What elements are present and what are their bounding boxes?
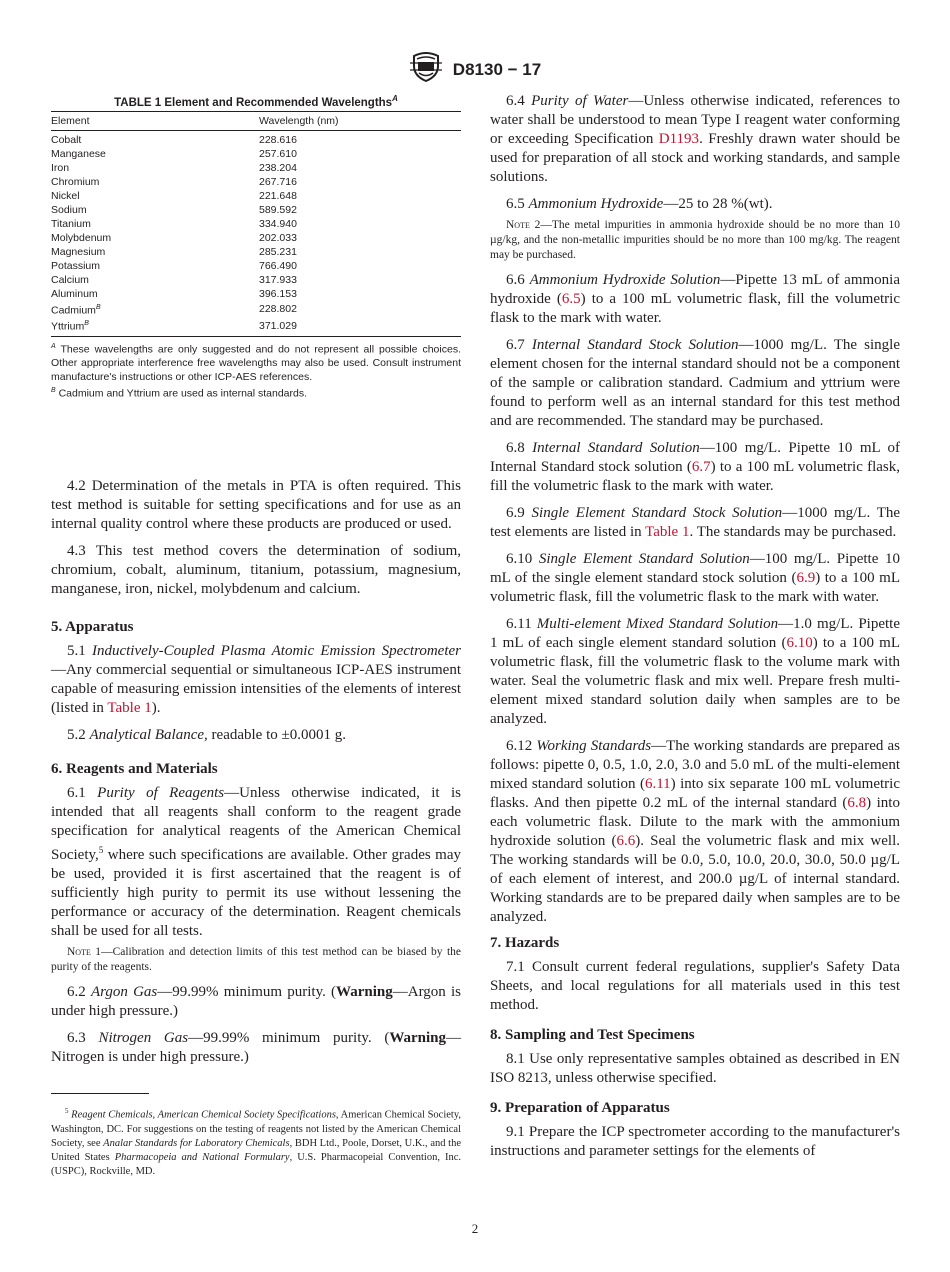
table-row: Yttrium$^B$ 371.029	[51, 317, 461, 336]
left-column	[51, 92, 461, 1075]
footnote-5-ref[interactable]: 5	[98, 844, 104, 855]
footnote-rule	[51, 1093, 149, 1094]
paragraph-6-2: 6.2 Argon Gas—99.99% minimum purity. (Warning—Argon is under high pressure.)	[51, 983, 461, 1019]
table-row: Magnesium 285.231	[51, 245, 297, 258]
footnote-5: $^5$ Reagent Chemicals, American Chemical Society Specifications, American Chemical Society, Washington, DC. For suggestions on the testing of reagents not listed by the American Chemical Society, see Analar Standards for Laboratory Chemicals, BDH Ltd., Poole, Dorset, U.K., and the United States Pharmacopeia and National Formulary, U.S. Pharmacopeial Convention, Inc. (USPC), Rockville, MD.	[51, 1107, 462, 1177]
astm-logo-icon	[409, 52, 443, 87]
section-6-7-link[interactable]: 6.7	[691, 459, 711, 475]
paragraph-4-2: 4.2 Determination of the metals in PTA is often required. This test method is suitable for setting specifications and for use as an internal quality control where these products are produced or used.	[51, 477, 461, 532]
paragraph-7-1: 7.1 Consult current federal regulations, supplier's Safety Data Sheets, and local regulations for all materials used in this test method.	[490, 959, 900, 1013]
paragraph-6-3: 6.3 Nitrogen Gas—99.99% minimum purity. (Warning—Nitrogen is under high pressure.)	[51, 1029, 462, 1065]
table-row: Cadmium$^B$ 228.802	[51, 303, 297, 317]
note-2: Note 2—The metal impurities in ammonia hydroxide should be no more than 10 µg/kg, and the non-metallic impurities should be no more than 100 mg/kg. The reagent may be purchased.	[490, 219, 900, 261]
column-header-wavelength: Wavelength (nm)	[259, 111, 461, 130]
table-row: Cobalt 228.616	[51, 133, 297, 146]
wavelength-table	[51, 111, 461, 337]
paragraph-6-1: 6.1 Purity of Reagents—Unless otherwise indicated, it is intended that all reagents shall conform to the reagent grade specification for analytical reagents of the American Chemical Society,$^5$ where such specifications are available. Other grades may be used, provided it is first ascertained that the reagent is of sufficiently high purity to permit its use without lessening the performance or accuracy of the determination. Reagent chemicals shall be used for all tests.	[51, 784, 461, 939]
section-7-heading: 7. Hazards	[490, 935, 560, 951]
section-6-heading: 6. Reagents and Materials	[51, 760, 218, 777]
document-id: D8130 − 17	[452, 59, 542, 79]
table-row: Potassium 766.490	[51, 259, 297, 272]
paragraph-6-4: 6.4 Purity of Water—Unless otherwise indicated, references to water shall be understood to mean Type I reagent water conforming or exceeding Specification D1193. Freshly drawn water should be used for preparation of all stock and working standards, and sample solutions.	[490, 93, 901, 185]
paragraph-6-10: 6.10 Single Element Standard Solution—100 mg/L. Pipette 10 mL of the single element standard stock solution (6.9) to a 100 mL volumetric flask, fill the volumetric flask to the mark with water.	[490, 551, 900, 605]
paragraph-9-1: 9.1 Prepare the ICP spectrometer according to the manufacturer's instructions and parameter settings for the elements of	[490, 1124, 900, 1159]
table-footnote-a: $^A$ These wavelengths are only suggested and do not represent all possible choices. Other appropriate interference free wavelengths may also be used. Consult instrument manufacture's instructions or other ICP-AES references.	[51, 342, 461, 384]
page-header	[0, 52, 950, 87]
paragraph-5-1: 5.1 Inductively-Coupled Plasma Atomic Emission Spectrometer—Any commercial sequential or simultaneous ICP-AES instrument capable of measuring emission intensities of the elements of interest (listed in Table 1).	[51, 642, 462, 716]
table-row: Chromium 267.716	[51, 175, 297, 188]
paragraph-6-6: 6.6 Ammonium Hydroxide Solution—Pipette 13 mL of ammonia hydroxide (6.5) to a 100 mL volumetric flask, fill the volumetric flask to the mark with water.	[490, 272, 900, 326]
table-row: Aluminum 396.153	[51, 287, 297, 300]
note-1: Note 1—Calibration and detection limits of this test method can be biased by the purity of the reagents.	[51, 945, 462, 973]
section-9-heading: 9. Preparation of Apparatus	[490, 1100, 670, 1116]
table-row: Calcium 317.933	[51, 273, 297, 286]
table-1-link[interactable]: Table 1	[645, 524, 690, 540]
table-1-link[interactable]: Table 1	[107, 699, 152, 716]
section-6-8-link[interactable]: 6.8	[847, 795, 867, 811]
column-header-element: Element	[51, 111, 259, 130]
section-6-11-link[interactable]: 6.11	[644, 776, 671, 792]
section-8-heading: 8. Sampling and Test Specimens	[490, 1027, 695, 1043]
paragraph-6-9: 6.9 Single Element Standard Stock Solution—1000 mg/L. The test elements are listed in Table 1. The standards may be purchased.	[490, 505, 901, 540]
table-row: Iron 238.204	[51, 161, 297, 174]
table-row: Nickel 221.648	[51, 189, 297, 202]
table-row: Titanium 334.940	[51, 217, 297, 230]
section-5-heading: 5. Apparatus	[51, 618, 134, 635]
section-6-10-link[interactable]: 6.10	[786, 635, 813, 651]
paragraph-6-8: 6.8 Internal Standard Solution—100 mg/L. Pipette 10 mL of Internal Standard stock solution (6.7) to a 100 mL volumetric flask, fill the volumetric flask to the mark with water.	[490, 440, 901, 494]
paragraph-5-2: 5.2 Analytical Balance, readable to ±0.0001 g.	[67, 726, 346, 743]
table-footnote-b: $^B$ Cadmium and Yttrium are used as internal standards.	[51, 387, 308, 400]
paragraph-4-3: 4.3 This test method covers the determination of sodium, chromium, cobalt, aluminum, titanium, potassium, magnesium, manganese, iron, nickel, molybdenum and calcium.	[51, 542, 461, 597]
section-6-6-link[interactable]: 6.6	[616, 833, 636, 849]
table-row: Molybdenum 202.033	[51, 231, 297, 244]
paragraph-6-5: 6.5 Ammonium Hydroxide—25 to 28 %(wt).	[506, 196, 773, 212]
table-row: Sodium 589.592	[51, 203, 297, 216]
table-1-title: TABLE 1 Element and Recommended Wavelengths$^A$	[114, 94, 398, 109]
table-row: Manganese 257.610	[51, 147, 297, 160]
section-6-5-link[interactable]: 6.5	[561, 291, 581, 307]
paragraph-6-11: 6.11 Multi-element Mixed Standard Solution—1.0 mg/L. Pipette 1 mL of each single element standard solution (6.10) to a 100 mL volumetric flask, fill the volumetric flask to the volume mark with water. Seal the volumetric flask and mix well. Prepare fresh multi-element mixed standard solution daily when samples are to be analyzed.	[490, 616, 900, 727]
paragraph-6-7: 6.7 Internal Standard Stock Solution—1000 mg/L. The single element chosen for the internal standard should not be a component of the sample or calibration standard. Cadmium and yttrium were found to perform well as an internal standard for this test method and are recommended. The standard may be purchased.	[490, 337, 900, 429]
section-6-9-link[interactable]: 6.9	[796, 570, 816, 586]
paragraph-6-12: 6.12 Working Standards—The working standards are prepared as follows: pipette 0, 0.5, 1.0, 2.0, 3.0 and 5.0 mL of the multi-element mixed standard solution (6.11) into six separate 100 mL volumetric flasks. And then pipette 0.2 mL of the internal standard (6.8) into each volumetric flask. Dilute to the mark with the ammonium hydroxide solution (6.6). Seal the volumetric flask and mix well. The working standards will be 0.0, 5.0, 10.0, 20.0, 30.0, 50.0 µg/L of each element of interest, and 200.0 µg/L of internal standard. Working standards are to be prepared daily when samples are to be analyzed.	[490, 738, 901, 925]
paragraph-8-1: 8.1 Use only representative samples obtained as described in EN ISO 8213, unless otherwise specified.	[490, 1051, 900, 1086]
page-number: 2	[471, 1221, 479, 1236]
d1193-link[interactable]: D1193	[658, 131, 700, 147]
right-column	[490, 92, 900, 1169]
